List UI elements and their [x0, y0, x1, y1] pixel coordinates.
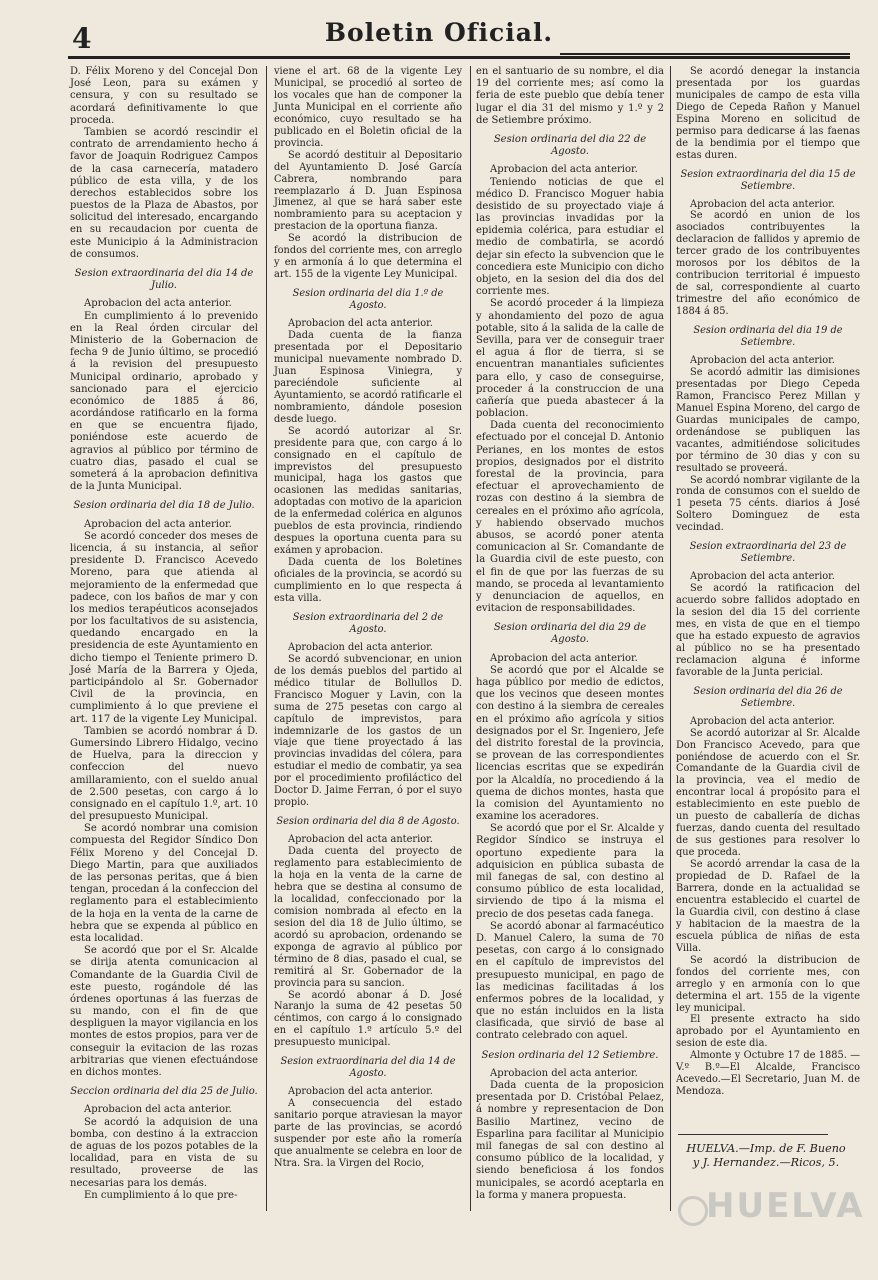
archive-watermark — [706, 1186, 876, 1226]
text-column-1 — [70, 66, 258, 1202]
column-divider — [670, 66, 671, 1211]
paragraph: Dada cuenta del reconocimiento efectuado por el concejal D. Antonio Perianes, en los montes de estos propios, designados por el distrito forestal de la provincia, para efectuar el aprovechamiento de rozas con destino á la siembra de cereales en el próximo año agrícola, y habiendo observado muchos abusos, se acordó poner atenta comunicacion al Sr. Comandante de la Guardia civil de este puesto, con el fin de que por las fuerzas de su mando, se proceda al levantamiento y denunciacion de aquellos, en evitacion de responsabilidades. — [476, 420, 664, 615]
paragraph: El presente extracto ha sido aprobado por el Ayuntamiento en sesion de este dia. — [676, 1014, 860, 1050]
paragraph: Se acordó arrendar la casa de la propiedad de D. Rafael de la Barrera, donde en la actualidad se encuentra establecido el cuartel de la Guardia civil, con destino á clase y habitacion de la maestra de la escuela pública de niñas de esta Villa. — [676, 859, 860, 954]
paragraph: Tambien se acordó rescindir el contrato de arrendamiento hecho á favor de Joaquin Rodriguez Campos de la casa carnecería, matadero público de esta villa, y de los derechos establecidos sobre los puestos de la Plaza de Abastos, por solicitud del interesado, encargando en su recaudacion por cuenta de este Municipio á la Administracion de consumos. — [70, 126, 258, 260]
paragraph: Se acordó en union de los asociados contribuyentes la declaracion de fallidos y apremio de tercer grado de los contribuyentes morosos por los débitos de la contribucion territorial é impuesto de sal, correspondiente al cuarto trimestre del año económico de 1884 á 85. — [676, 210, 860, 318]
paragraph: Dada cuenta de los Boletines oficiales de la provincia, se acordó su cumplimiento en lo que respecta á esta villa. — [274, 557, 462, 604]
paragraph: Aprobacion del acta anterior. — [288, 641, 433, 653]
header-rule-secondary — [560, 53, 850, 55]
paragraph: Almonte y Octubre 17 de 1885. —V.º B.º—El Alcalde, Francisco Acevedo.—El Secretario, Juan M. de Mendoza. — [676, 1050, 860, 1098]
text-column-3 — [476, 66, 664, 1202]
header-rule — [68, 56, 850, 59]
paragraph: viene el art. 68 de la vigente Ley Municipal, se procedió al sorteo de los vocales que han de componer la Junta Municipal en el corriente año económico, cuyo resultado se ha publicado en el Boletin oficial de la provincia. — [274, 66, 462, 149]
column-divider — [470, 66, 471, 1211]
paragraph: Aprobacion del acta anterior. — [690, 571, 835, 583]
session-heading: Sesion ordinaria del dia 8 de Agosto. — [276, 816, 460, 828]
paragraph: En cumplimiento á lo que pre- — [84, 1189, 238, 1201]
session-heading: Sesion extraordinaria del 23 de Setiembre. — [689, 541, 847, 565]
paragraph: Se acordó subvencionar, en union de los demás pueblos del partido al médico titular de Bollullos D. Francisco Moguer y Lavin, con la suma de 275 pesetas con cargo al capítulo de imprevistos, para indemnizarle de los gastos de un viaje que tiene proyectado á las provincias invadidas del cólera, para estudiar el medio de combatir, ya sea por el procedimiento profiláctico del Doctor D. Jaime Ferran, ó por el suyo propio. — [274, 653, 462, 809]
paragraph: Se acordó destituir al Depositario del Ayuntamiento D. José García Cabrera, nombrando para reemplazarlo á D. Juan Espinosa Jimenez, al que se hará saber este nombramiento para su aceptacion y prestacion de la oportuna fianza. — [274, 149, 462, 233]
paragraph: Aprobacion del acta anterior. — [288, 834, 433, 846]
paragraph: Aprobacion del acta anterior. — [690, 354, 835, 366]
paragraph: Se acordó autorizar al Sr. presidente para que, con cargo á lo consignado en el capítulo de imprevistos del presupuesto municipal, haga los gastos que ocasionen las medidas sanitarias, adoptadas con motivo de la aparicion de la enfermedad colérica en algunos pueblos de esta provincia, rindiendo despues la oportuna cuenta para su exámen y aprobacion. — [274, 425, 462, 557]
text-column-4 — [676, 66, 860, 1098]
session-heading: Sesion ordinaria del 12 Setiembre. — [481, 1049, 659, 1061]
watermark-seal-icon — [678, 1196, 708, 1226]
paragraph: Se acordó que por el Sr. Alcalde y Regidor Síndico se instruya el oportuno expediente para la adquisicion en pública subasta de mil fanegas de sal, con destino al consumo público de esta localidad, sirviendo de tipo á la misma el precio de dos pesetas cada fanega. — [476, 823, 664, 920]
page-title: Boletin Oficial. — [324, 18, 554, 47]
paragraph: En cumplimiento á lo prevenido en la Real órden circular del Ministerio de la Gobernacion de fecha 9 de Junio último, se procedió á la revision del presupuesto Municipal ordinario, aprobado y sancionado para el ejercicio económico de 1885 á 86, acordándose ratificarlo en la forma en que se encuentra fijado, poniéndose este acuerdo de agravios al público por término de cuatro dias, pasado el cual se someterá á la aprobacion definitiva de la Junta Municipal. — [70, 310, 258, 493]
paragraph: Se acordó la adquision de una bomba, con destino á la extraccion de aguas de los pozos potables de la localidad, para en vista de su resultado, proveerse de las necesarias para los demás. — [70, 1116, 258, 1189]
paragraph: Se acordó que por el Sr. Alcalde se dirija atenta comunicacion al Comandante de la Guardia Civil de este puesto, rogándole dé las órdenes oportunas á las fuerzas de su mando, con el fin de que despliguen la mayor vigilancia en los montes de estos propios, para ver de conseguir la evitacion de las rozas arbitrarias que vienen efectuándose en dichos montes. — [70, 945, 258, 1078]
paragraph: Se acordó abonar á D. José Naranjo la suma de 42 pesetas 50 céntimos, con cargo á lo consignado en el capítulo 1.º artículo 5.º del presupuesto municipal. — [274, 989, 462, 1049]
paragraph: Tambien se acordó nombrar á D. Gumersindo Librero Hidalgo, vecino de Huelva, para la direccion y confeccion del nuevo amillaramiento, con el sueldo anual de 2.500 pesetas, con cargo á lo consignado en el capítulo 1.º, art. 10 del presupuesto Municipal. — [70, 725, 258, 823]
paragraph: Se acordó denegar la instancia presentada por los guardas municipales de campo de esta villa Diego de Cepeda Rañon y Manuel Espina Moreno en solicitud de permiso para dedicarse á las faenas de la bendimia por el tiempo que estas duren. — [676, 66, 860, 161]
paragraph: Se acordó autorizar al Sr. Alcalde Don Francisco Acevedo, para que poniéndose de acuerdo con el Sr. Comandante de la Guardia civil de la provincia, vea el medio de encontrar local á propósito para el establecimiento en este pueblo de un puesto de caballería de dichas fuerzas, dando cuenta del resultado de sus gestiones para resolver lo que proceda. — [676, 727, 860, 859]
paragraph: Aprobacion del acta anterior. — [690, 198, 835, 210]
session-heading: Sesion extraordinaria del dia 14 de Julio. — [74, 268, 254, 292]
paragraph: Aprobacion del acta anterior. — [490, 164, 638, 176]
session-heading: Sesion extraordinaria del 2 de Agosto. — [292, 611, 444, 635]
paragraph: Se acordó abonar al farmacéutico D. Manuel Calero, la suma de 70 pesetas, con cargo á lo consignado en el capítulo de imprevistos del presupuesto municipal, en pago de las medicinas facilitadas á los enfermos pobres de la localidad, y que no están incluidos en la lista clasificada, que sirvió de base al contrato celebrado con aquel. — [476, 920, 664, 1042]
session-heading: Seccion ordinaria del dia 25 de Julio. — [70, 1086, 258, 1098]
session-heading: Sesion ordinaria del dia 18 de Julio. — [73, 500, 255, 512]
paragraph: Se acordó la distribucion de fondos del corriente mes, con arreglo y en armonía á lo que determina el art. 155 de la vigente Ley Municipal. — [274, 233, 462, 281]
paragraph: Aprobacion del acta anterior. — [84, 518, 232, 530]
paragraph: Aprobacion del acta anterior. — [288, 1086, 433, 1098]
paragraph: Se acordó nombrar una comision compuesta del Regidor Síndico Don Félix Moreno y del Concejal D. Diego Martin, para que auxiliados de las personas peritas, que á bien tengan, procedan á la confeccion del reglamento para el establecimiento de la hoja en la venta de la carne de hebra que se expenda al público en esta localidad. — [70, 823, 258, 944]
paragraph: Se acordó la ratificacion del acuerdo sobre fallidos adoptado en la sesion del dia 15 del corriente mes, en vista de que en el tiempo que ha estado expuesto de agravios al público no se ha presentado reclamacion alguna é informe favorable de la Junta pericial. — [676, 583, 860, 678]
imprint-line-2: y J. Hernandez.—Ricos, 5. — [692, 1156, 840, 1169]
paragraph: Aprobacion del acta anterior. — [690, 715, 835, 727]
paragraph: Aprobacion del acta anterior. — [490, 1067, 638, 1079]
paragraph: en el santuario de su nombre, el dia 19 del corriente mes; así como la feria de este pueblo que debía tener lugar el dia 31 del mismo y 1.º y 2 de Setiembre próximo. — [476, 66, 664, 126]
session-heading: Sesion ordinaria del dia 22 de Agosto. — [493, 133, 647, 158]
session-heading: Sesion ordinaria del dia 29 de Agosto. — [493, 622, 647, 646]
session-heading: Sesion ordinaria del dia 26 de Setiembre. — [693, 685, 843, 709]
session-heading: Sesion ordinaria del dia 1.º de Agosto. — [292, 288, 444, 312]
session-heading: Sesion extraordinaria del dia 14 de Agosto. — [280, 1056, 456, 1080]
paragraph: Aprobacion del acta anterior. — [84, 1104, 232, 1116]
paragraph: D. Félix Moreno y del Concejal Don José Leon, para su exámen y censura, y con su resultado se acordará definitivamente lo que proceda. — [70, 66, 258, 126]
paragraph: Teniendo noticias de que el médico D. Francisco Moguer habia desistido de su proyectado viaje á las provincias invadidas por la epidemia colérica, para estudiar el medio de combatirla, se acordó dejar sin efecto la subvencion que le concediera este Municipio con dicho objeto, en la sesion del dia dos del corriente mes. — [476, 176, 664, 298]
imprint-rule — [678, 1134, 828, 1135]
paragraph: Se acordó la distribucion de fondos del corriente mes, con arreglo y en armonía con lo que determina el art. 155 de la vigente ley municipal. — [676, 954, 860, 1014]
paragraph: Dada cuenta de la proposicion presentada por D. Cristóbal Pelaez, á nombre y representacion de Don Basilio Martinez, vecino de Esparlina para facilitar al Municipio mil fanegas de sal con destino al consumo público de la localidad, y siendo beneficiosa á los fondos municipales, se acordó aceptarla en la forma y manera propuesta. — [476, 1080, 664, 1201]
paragraph: Se acordó admitir las dimisiones presentadas por Diego Cepeda Ramon, Francisco Perez Millan y Manuel Espina Moreno, del cargo de Guardas municipales de campo, ordenándose se publiquen las vacantes, admitiéndose solicitudes por término de 30 dias y con su resultado se proveerá. — [676, 366, 860, 474]
session-heading: Sesion ordinaria del dia 19 de Setiembre. — [693, 325, 843, 349]
paragraph: Se acordó conceder dos meses de licencia, á su instancia, al señor presidente D. Francisco Acevedo Moreno, para que atienda al mejoramiento de la enfermedad que padece, con los baños de mar y con los medios terapéuticos aconsejados por los facultativos de su asistencia, quedando encargado en la presidencia de este Ayuntamiento en dicho tiempo el Teniente primero D. José María de la Barrera y Ojeda, participándolo al Sr. Gobernador Civil de la provincia, en cumplimiento á lo que previene el art. 117 de la vigente Ley Municipal. — [70, 530, 258, 725]
paragraph: Se acordó nombrar vigilante de la ronda de consumos con el sueldo de 1 peseta 75 cénts. diarios á José Soltero Dominguez de esta vecindad. — [676, 474, 860, 534]
paragraph: Dada cuenta de la fianza presentada por el Depositario municipal nuevamente nombrado D. Juan Espinosa Viniegra, y pareciéndole suficiente al Ayuntamiento, se acordó ratificarle el nombramiento, dándole posesion desde luego. — [274, 330, 462, 425]
paragraph: Se acordó proceder á la limpieza y ahondamiento del pozo de agua potable, sito á la salida de la calle de Sevilla, para ver de conseguir traer el agua á flor de tierra, si se encuentran manantiales suficientes para ello, y caso de conseguirse, proceder á la construccion de una cañería que pueda abastecer á la poblacion. — [476, 298, 664, 420]
paragraph: Aprobacion del acta anterior. — [84, 298, 232, 310]
paragraph: Aprobacion del acta anterior. — [490, 652, 638, 664]
text-column-2 — [274, 66, 462, 1170]
paragraph: Se acordó que por el Alcalde se haga público por medio de edictos, que los vecinos que deseen montes con destino á la siembra de cereales en el próximo año agrícola y sitios designados por el Sr. Ingeniero, Jefe del distrito forestal de la provincia, se provean de las correspondientes licencias escritas que se expedirán por la Alcaldía, no procediendo á la quema de dichos montes, hasta que la comision del Ayuntamiento no examine los aceradores. — [476, 664, 664, 823]
printer-imprint — [686, 1142, 846, 1170]
imprint-line-1: HUELVA.—Imp. de F. Bueno — [686, 1142, 846, 1155]
page-number: 4 — [72, 22, 92, 55]
paragraph: Dada cuenta del proyecto de reglamento para establecimiento de la hoja en la venta de la carne de hebra que se destina al consumo de la localidad, confeccionado por la comision nombrada al efecto en la sesion del dia 18 de Julio último, se acordó su aprobacion, ordenando se exponga de agravio al público por término de 8 dias, pasado el cual, se remitirá al Sr. Gobernador de la provincia para su sancion. — [274, 846, 462, 989]
session-heading: Sesion extraordinaria del dia 15 de Setiembre. — [680, 168, 856, 192]
watermark-text: HUELVA — [706, 1186, 865, 1226]
paragraph: Aprobacion del acta anterior. — [288, 318, 433, 330]
paragraph: A consecuencia del estado sanitario porque atraviesan la mayor parte de las provincias, se acordó suspender por este año la romería que anualmente se celebra en loor de Ntra. Sra. la Virgen del Rocio, — [274, 1098, 462, 1169]
column-divider — [266, 66, 267, 1211]
